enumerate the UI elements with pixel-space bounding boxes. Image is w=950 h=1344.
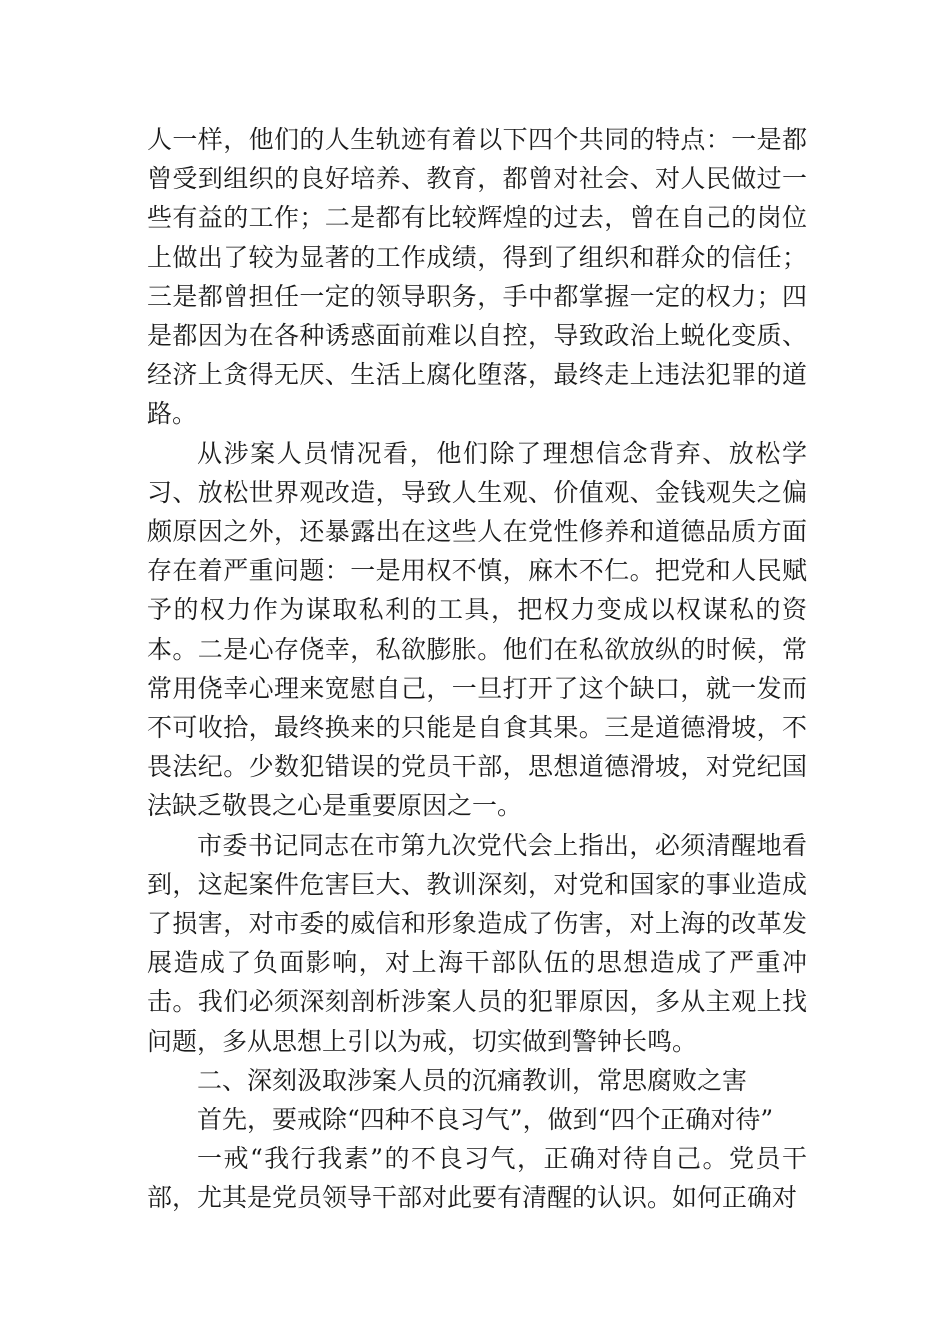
section-heading: 二、深刻汲取涉案人员的沉痛教训，常思腐败之害 xyxy=(197,1065,748,1095)
paragraph-3: 市委书记同志在市第九次党代会上指出，必须清醒地看到，这起案件危害巨大、教训深刻，对党和国家的事业造成了损害，对市委的威信和形象造成了伤害，对上海的改革发展造成了负面影响，对上海干部队伍的思想造成了严重冲击。我们必须深刻剖析涉案人员的犯罪原因，多从主观上找问题，多从思想上引以为戒，切实做到警钟长鸣。 xyxy=(147,830,807,1056)
subsection-heading: 首先，要戒除“四种不良习气”，做到“四个正确对待” xyxy=(197,1105,774,1135)
paragraph-1: 人一样，他们的人生轨迹有着以下四个共同的特点：一是都曾受到组织的良好培养、教育，都曾对社会、对人民做过一些有益的工作；二是都有比较辉煌的过去，曾在自己的岗位上做出了较为显著的工作成绩，得到了组织和群众的信任；三是都曾担任一定的领导职务，手中都掌握一定的权力；四是都因为在各种诱惑面前难以自控，导致政治上蜕化变质、经济上贪得无厌、生活上腐化堕落，最终走上违法犯罪的道路。 xyxy=(147,125,807,429)
paragraph-2: 从涉案人员情况看，他们除了理想信念背弃、放松学习、放松世界观改造，导致人生观、价值观、金钱观失之偏颇原因之外，还暴露出在这些人在党性修养和道德品质方面存在着严重问题：一是用权不慎，麻木不仁。把党和人民赋予的权力作为谋取私利的工具，把权力变成以权谋私的资本。二是心存侥幸，私欲膨胀。他们在私欲放纵的时候，常常用侥幸心理来宽慰自己，一旦打开了这个缺口，就一发而不可收拾，最终换来的只能是自食其果。三是道德滑坡，不畏法纪。少数犯错误的党员干部，思想道德滑坡，对党纪国法缺乏敬畏之心是重要原因之一。 xyxy=(147,438,807,821)
paragraph-4: 一戒“我行我素”的不良习气，正确对待自己。党员干部，尤其是党员领导干部对此要有清醒的认识。如何正确对 xyxy=(147,1144,807,1213)
document-body xyxy=(147,120,807,1218)
